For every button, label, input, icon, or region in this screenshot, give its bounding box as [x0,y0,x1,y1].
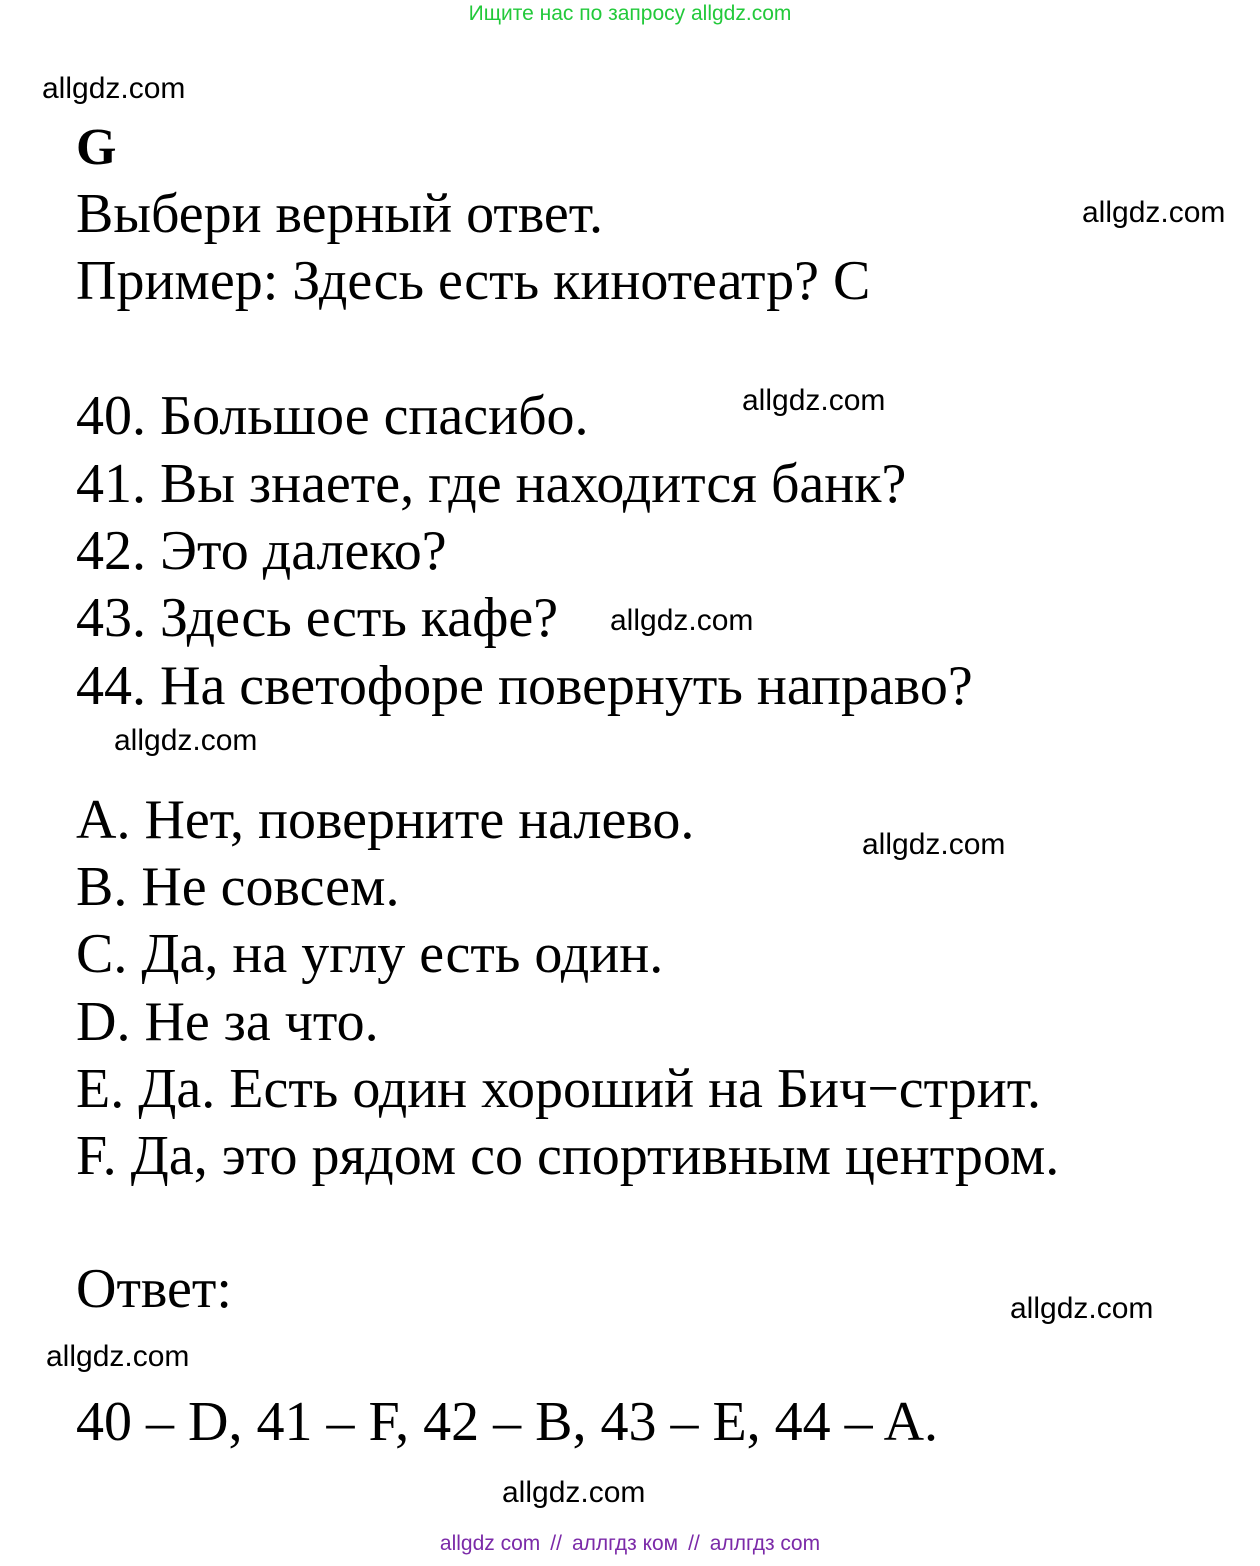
top-banner: Ищите нас по запросу allgdz.com [468,2,792,25]
bottom-banner-separator: // [688,1532,700,1555]
watermark: allgdz.com [114,724,258,757]
section-heading: G [76,119,117,176]
example-text: Пример: Здесь есть кинотеатр? С [76,250,871,312]
watermark: allgdz.com [742,384,886,417]
watermark: allgdz.com [502,1476,646,1509]
option-item: D. Не за что. [76,991,379,1053]
bottom-banner-link: аллгдз ком [571,1532,679,1555]
bottom-banner-link: аллгдз com [709,1532,821,1555]
watermark: allgdz.com [610,604,754,637]
question-item: 40. Большое спасибо. [76,385,589,447]
instruction-text: Выбери верный ответ. [76,183,604,245]
bottom-banner-link: allgdz com [439,1532,541,1555]
watermark: allgdz.com [862,828,1006,861]
bottom-banner-separator: // [550,1532,562,1555]
watermark: allgdz.com [42,72,186,105]
answer-label: Ответ: [76,1258,232,1320]
option-item: F. Да, это рядом со спортивным центром. [76,1125,1060,1187]
option-item: A. Нет, поверните налево. [76,789,695,851]
bottom-banner [0,1532,1260,1556]
option-item: B. Не совсем. [76,856,400,918]
option-item: C. Да, на углу есть один. [76,923,664,985]
watermark: allgdz.com [1010,1292,1154,1325]
question-item: 43. Здесь есть кафе? [76,587,559,649]
watermark: allgdz.com [46,1340,190,1373]
question-item: 41. Вы знаете, где находится банк? [76,453,907,515]
option-item: E. Да. Есть один хороший на Бич−стрит. [76,1058,1042,1120]
question-item: 42. Это далеко? [76,520,447,582]
answer-text: 40 – D, 41 – F, 42 – B, 43 – E, 44 – A. [76,1391,939,1453]
watermark: allgdz.com [1082,196,1226,229]
question-item: 44. На светофоре повернуть направо? [76,655,973,717]
